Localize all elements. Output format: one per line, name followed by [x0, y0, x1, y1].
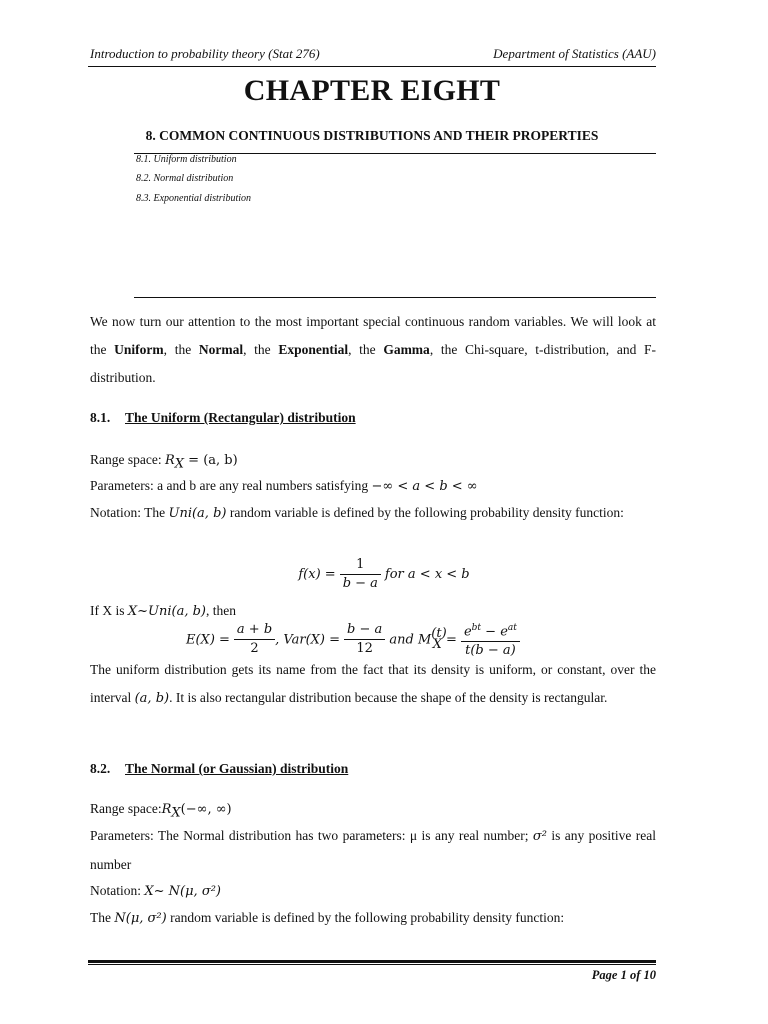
mean-fraction: $\frac{a + b}{2}$ [234, 621, 275, 658]
uniform-pdf-fraction: $\frac{1}{b - a}$ [340, 556, 381, 593]
chapter-title: CHAPTER EIGHT [243, 74, 501, 107]
uniform-range: Range space: $R_X = (a$, b) [90, 452, 238, 472]
heading-uniform: 8.1. The Uniform (Rectangular) distribution [90, 410, 356, 425]
uniform-description: The uniform distribution gets its name from the fact that its density is uniform, or constant, over the interval (a, b). It is also rectangular distribution because the shape of the density is rectangular. [90, 662, 656, 706]
mgf-fraction: $\frac{e^{bt} - e^{at}}{t(b - a)}$ [461, 619, 520, 660]
heading-normal: 8.2. The Normal (or Gaussian) distribution [90, 761, 349, 776]
normal-pdf-intro: The N(μ, σ²) random variable is defined by the following probability density function: [90, 910, 565, 926]
intro-paragraph: We now turn our attention to the most important special continuous random variables. We will look at the Uniform, the Normal, the Exponential, the Gamma, the Chi-square, t-distribution, and F-distribution. [90, 314, 656, 385]
normal-parameters: Parameters: The Normal distribution has two parameters: μ is any real number; σ² is any positive real number [90, 828, 657, 872]
running-header-course: Introduction to probability theory (Stat 276) [90, 46, 320, 61]
page-number: Page 1 of 10 [591, 968, 656, 982]
toc-bottom-rule [134, 297, 656, 298]
toc-item-normal: 8.2. Normal distribution [136, 173, 234, 184]
section-title: 8. COMMON CONTINUOUS DISTRIBUTIONS AND THEIR PROPERTIES [145, 128, 599, 143]
uniform-if-line: If X is X~Uni(a, b), then [90, 603, 236, 619]
running-header-department: Department of Statistics (AAU) [493, 46, 656, 61]
footer-rule [88, 960, 656, 963]
toc-item-exponential: 8.3. Exponential distribution [136, 193, 251, 204]
uniform-parameters: Parameters: a and b are any real numbers satisfying −∞ < a < b < ∞ [90, 478, 478, 494]
uniform-moments-formula: E(X) = $\frac{a + b}{2}$ , Var(X) = $\frac{b - a}{12}$ and $M^{(t)}_X$ = $\frac{e^{bt} - e^{at}}{t(b - a)}$ [186, 619, 520, 660]
normal-notation: Notation: X~ N(μ, σ²) [90, 883, 221, 899]
toc-item-uniform: 8.1. Uniform distribution [136, 154, 237, 165]
footer-rule-thin [88, 964, 656, 965]
uniform-notation: Notation: The Uni(a, b) random variable is defined by the following probability density function: [90, 505, 624, 521]
uniform-pdf-formula: f(x) = $\frac{1}{b - a}$ for a < x < b [298, 557, 470, 591]
variance-fraction: $\frac{b - a}{12}$ [344, 621, 385, 658]
header-rule [88, 66, 656, 67]
normal-range: Range $space:R_X(-\infty$, ∞) [90, 801, 232, 821]
